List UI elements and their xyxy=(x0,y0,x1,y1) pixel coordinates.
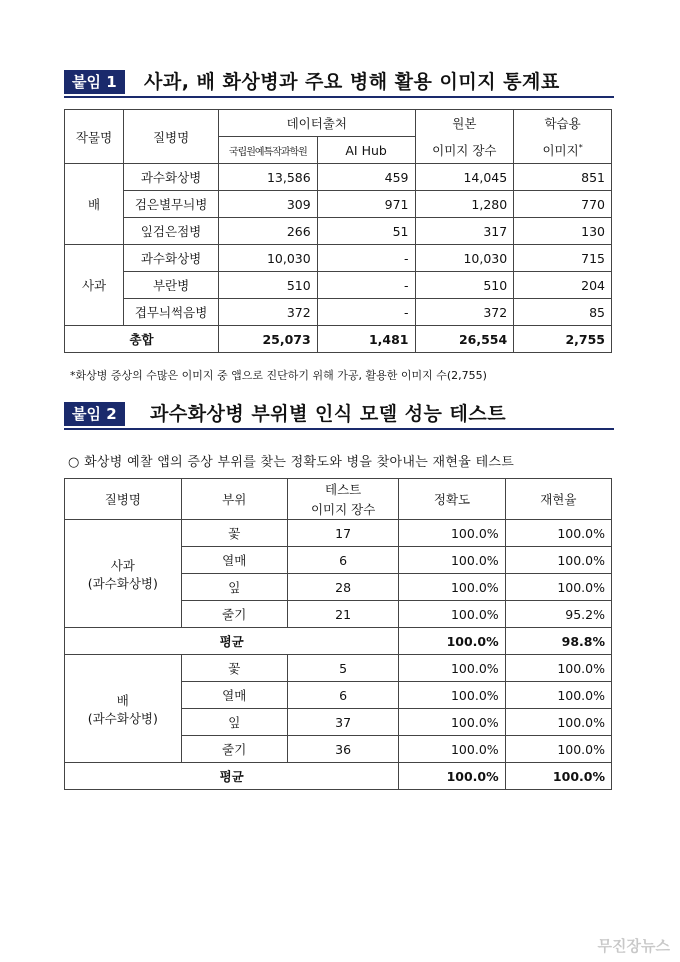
part-cell: 줄기 xyxy=(181,736,287,763)
recall-cell: 100.0% xyxy=(505,682,611,709)
total-label: 총합 xyxy=(65,326,219,353)
header-accuracy: 정확도 xyxy=(399,479,505,520)
count-cell: 17 xyxy=(287,520,398,547)
count-cell: 5 xyxy=(287,655,398,682)
average-label: 평균 xyxy=(65,628,399,655)
total-learn: 2,755 xyxy=(514,326,612,353)
count-cell: 21 xyxy=(287,601,398,628)
source1-cell: 372 xyxy=(219,299,318,326)
disease-cell: 과수화상병 xyxy=(124,245,219,272)
table-row xyxy=(65,245,612,272)
table-row xyxy=(65,655,612,682)
recall-cell: 95.2% xyxy=(505,601,611,628)
recall-cell: 100.0% xyxy=(505,520,611,547)
image-stats-table xyxy=(64,109,612,353)
section1-header xyxy=(64,70,614,98)
orig-cell: 510 xyxy=(415,272,514,299)
watermark-logo: 무진장뉴스 xyxy=(597,937,670,955)
disease-cell: 부란병 xyxy=(124,272,219,299)
recall-cell: 100.0% xyxy=(505,709,611,736)
accuracy-cell: 100.0% xyxy=(399,709,505,736)
disease-cell: 검은별무늬병 xyxy=(124,191,219,218)
count-cell: 36 xyxy=(287,736,398,763)
header-learn-line2: 이미지* xyxy=(514,137,612,164)
source2-cell: 971 xyxy=(317,191,415,218)
header-orig-line2: 이미지 장수 xyxy=(415,137,514,164)
header-crop: 작물명 xyxy=(65,110,124,164)
header-part: 부위 xyxy=(181,479,287,520)
accuracy-cell: 100.0% xyxy=(399,682,505,709)
part-cell: 꽃 xyxy=(181,655,287,682)
crop-cell: 배 xyxy=(65,164,124,245)
source2-cell: - xyxy=(317,299,415,326)
section2-title: 과수화상병 부위별 인식 모델 성능 테스트 xyxy=(150,403,507,425)
header-source-nihhs: 국립원예특작과학원 xyxy=(219,137,318,164)
recall-cell: 100.0% xyxy=(505,547,611,574)
average-label: 평균 xyxy=(65,763,399,790)
orig-cell: 1,280 xyxy=(415,191,514,218)
header-test-line1: 테스트 xyxy=(287,479,398,500)
part-cell: 꽃 xyxy=(181,520,287,547)
average-recall: 98.8% xyxy=(505,628,611,655)
source2-cell: - xyxy=(317,272,415,299)
table-row xyxy=(65,272,612,299)
header-learn-line1: 학습용 xyxy=(514,110,612,137)
source2-cell: 51 xyxy=(317,218,415,245)
accuracy-cell: 100.0% xyxy=(399,601,505,628)
source1-cell: 510 xyxy=(219,272,318,299)
part-cell: 잎 xyxy=(181,709,287,736)
recall-cell: 100.0% xyxy=(505,655,611,682)
group-name-cell xyxy=(65,520,182,628)
header-orig-line1: 원본 xyxy=(415,110,514,137)
table-row xyxy=(65,218,612,245)
part-cell: 줄기 xyxy=(181,601,287,628)
header-source: 데이터출처 xyxy=(219,110,415,137)
crop-cell: 사과 xyxy=(65,245,124,326)
total-orig: 26,554 xyxy=(415,326,514,353)
average-recall: 100.0% xyxy=(505,763,611,790)
section1-title: 사과, 배 화상병과 주요 병해 활용 이미지 통계표 xyxy=(144,71,560,93)
orig-cell: 372 xyxy=(415,299,514,326)
source2-cell: 459 xyxy=(317,164,415,191)
learn-cell: 85 xyxy=(514,299,612,326)
learn-cell: 204 xyxy=(514,272,612,299)
part-cell: 잎 xyxy=(181,574,287,601)
section1-tag: 붙임 1 xyxy=(64,70,125,94)
count-cell: 28 xyxy=(287,574,398,601)
average-accuracy: 100.0% xyxy=(399,763,505,790)
group-name-line1: 사과 xyxy=(110,557,135,573)
table-row xyxy=(65,520,612,547)
group-name-cell xyxy=(65,655,182,763)
average-row xyxy=(65,763,612,790)
source2-cell: - xyxy=(317,245,415,272)
table-row xyxy=(65,191,612,218)
section2-header xyxy=(64,402,614,430)
header-source-aihub: AI Hub xyxy=(317,137,415,164)
table-row xyxy=(65,299,612,326)
part-cell: 열매 xyxy=(181,682,287,709)
section2-tag: 붙임 2 xyxy=(64,402,125,426)
disease-cell: 잎검은점병 xyxy=(124,218,219,245)
total-row xyxy=(65,326,612,353)
total-source2: 1,481 xyxy=(317,326,415,353)
recall-cell: 100.0% xyxy=(505,736,611,763)
header-recall: 재현율 xyxy=(505,479,611,520)
average-accuracy: 100.0% xyxy=(399,628,505,655)
source1-cell: 309 xyxy=(219,191,318,218)
header-disease: 질병명 xyxy=(124,110,219,164)
total-source1: 25,073 xyxy=(219,326,318,353)
footnote: *화상병 증상의 수많은 이미지 중 앱으로 진단하기 위해 가공, 활용한 이미지 수(2,755) xyxy=(70,369,487,382)
disease-cell: 과수화상병 xyxy=(124,164,219,191)
accuracy-cell: 100.0% xyxy=(399,520,505,547)
accuracy-cell: 100.0% xyxy=(399,655,505,682)
orig-cell: 14,045 xyxy=(415,164,514,191)
accuracy-cell: 100.0% xyxy=(399,574,505,601)
header-disease: 질병명 xyxy=(65,479,182,520)
bullet-text: ○ 화상병 예찰 앱의 증상 부위를 찾는 정확도와 병을 찾아내는 재현율 테스트 xyxy=(68,455,515,470)
header-test-line2: 이미지 장수 xyxy=(287,499,398,520)
part-cell: 열매 xyxy=(181,547,287,574)
source1-cell: 266 xyxy=(219,218,318,245)
group-name-line2: (과수화상병) xyxy=(87,710,158,726)
learn-cell: 715 xyxy=(514,245,612,272)
orig-cell: 317 xyxy=(415,218,514,245)
learn-cell: 130 xyxy=(514,218,612,245)
count-cell: 6 xyxy=(287,682,398,709)
accuracy-cell: 100.0% xyxy=(399,547,505,574)
average-row xyxy=(65,628,612,655)
learn-cell: 851 xyxy=(514,164,612,191)
orig-cell: 10,030 xyxy=(415,245,514,272)
accuracy-cell: 100.0% xyxy=(399,736,505,763)
learn-cell: 770 xyxy=(514,191,612,218)
group-name-line1: 배 xyxy=(116,692,129,708)
table-row xyxy=(65,164,612,191)
performance-table xyxy=(64,478,612,790)
recall-cell: 100.0% xyxy=(505,574,611,601)
source1-cell: 13,586 xyxy=(219,164,318,191)
source1-cell: 10,030 xyxy=(219,245,318,272)
disease-cell: 겹무늬썩음병 xyxy=(124,299,219,326)
count-cell: 6 xyxy=(287,547,398,574)
count-cell: 37 xyxy=(287,709,398,736)
group-name-line2: (과수화상병) xyxy=(87,575,158,591)
